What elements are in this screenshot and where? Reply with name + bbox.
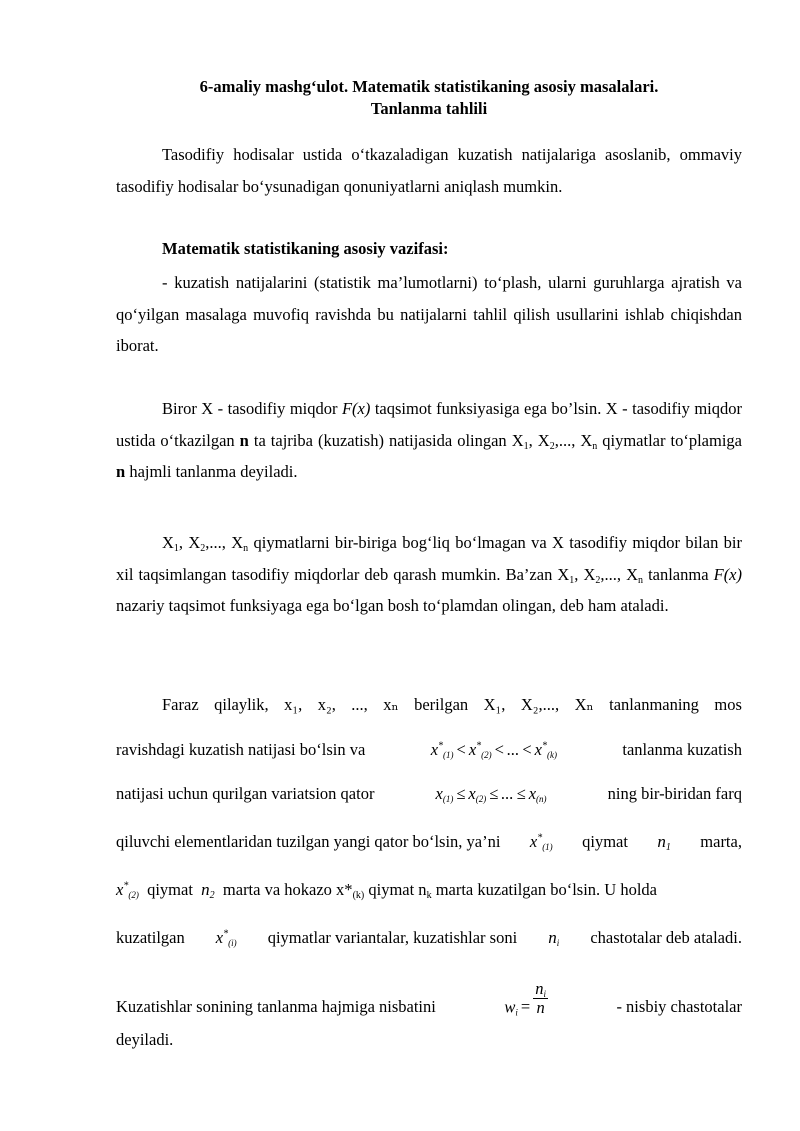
- p5-line-8: deyiladi.: [116, 1030, 174, 1049]
- p5-line-1-word: xₙ: [383, 695, 399, 714]
- p5-line-7: Kuzatishlar sonining tanlanma hajmiga nisbatini $w_i$ = $\frac{n_i}{n}$ - nisbiy chastotalar: [116, 990, 742, 1027]
- relative-frequency-formula: $w_i$ = $\frac{n_i}{n}$: [504, 979, 546, 1018]
- count-n2-formula: $n_2$: [201, 880, 215, 901]
- count-ni-formula: $n_i$: [548, 928, 560, 948]
- p5-line-4: qiluvchi elementlaridan tuzilgan yangi qator bo‘lsin, ya’ni $x^*_{(1)}$ qiymat $n_1$ marta,: [116, 826, 742, 858]
- variant-x1-formula: $x^*_{(1)}$: [529, 832, 553, 852]
- p5-line-1-word: qilaylik,: [214, 695, 269, 714]
- p5-line-1-word: X₁,: [483, 695, 506, 714]
- p5-line-1-word: mos: [714, 695, 742, 714]
- count-n1-formula: $n_1$: [657, 832, 671, 853]
- p5-line-1-word: Faraz: [162, 695, 199, 714]
- section-heading: Matematik statistikaning asosiy vazifasi:: [162, 239, 449, 258]
- p5-line-1-word: X₂,...,: [520, 695, 560, 714]
- paragraph-independence: $X_1$, $X_2$,..., $X_n$ qiymatlarni bir-biriga bog‘liq bo‘lmagan va X tasodifiy miqdor bilan bir xil taqsimlangan tasodifiy miqdorlar deb qarash mumkin. Ba’zan $X_1$, $X_2$,..., $X_n$ tanlanma F(x) nazariy taqsimot funksiyaga ega bo‘lgan bosh to‘plamdan olingan, deb ham ataladi.: [116, 533, 743, 615]
- p5-line-1-word: berilgan: [414, 695, 469, 714]
- ordered-sample-formula: $x^*_{(1)} < x^*_{(2)}$ < ... < $x^*_{(k)}$: [430, 740, 557, 760]
- p5-line-1-word: Xₙ: [574, 695, 594, 714]
- title-line-1: 6-amaliy mashg‘ulot. Matematik statistikaning asosiy masalalari.: [199, 77, 659, 96]
- variant-x2-formula: $x^*_{(2)}$: [116, 880, 139, 900]
- p5-line-3: natijasi uchun qurilgan variatsion qator $x_{(1)} \le x_{(2)}$ ≤ ... ≤ $x_{(n)}$ ning bir-biridan farq: [116, 778, 742, 810]
- p5-line-5: $x^*_{(2)}$ qiymat $n_2$ marta va hokazo $x*_{(k)}$ qiymat $n_k$ marta kuzatilgan bo‘lsin. U holda: [116, 880, 658, 901]
- p5-line-1-word: tanlanmaning: [609, 695, 699, 714]
- p5-line-1: [162, 689, 742, 721]
- variant-xi-formula: $x^*_{(i)}$: [215, 928, 237, 948]
- page-title: [116, 76, 742, 120]
- p5-line-6: kuzatilgan $x^*_{(i)}$ qiymatlar variantalar, kuzatishlar soni $n_i$ chastotalar deb ataladi.: [116, 922, 742, 954]
- variation-series-formula: $x_{(1)} \le x_{(2)}$ ≤ ... ≤ $x_{(n)}$: [435, 784, 547, 804]
- title-line-2: Tanlanma tahlili: [370, 99, 488, 118]
- paragraph-sample-definition: Biror X - tasodifiy miqdor F(x) taqsimot funksiyasiga ega bo’lsin. X - tasodifiy miqdor ustida o‘tkazilgan n ta tajriba (kuzatish) natijasida olingan $X_1$, $X_2$,..., $X_n$ qiymatlar to‘plamiga n hajmli tanlanma deyiladi.: [116, 399, 742, 481]
- p5-line-2: ravishdagi kuzatish natijasi bo‘lsin va $x^*_{(1)} < x^*_{(2)}$ < ... < $x^*_{(k)}$ tanlanma kuzatish: [116, 734, 742, 766]
- p5-line-1-word: x₁,: [284, 695, 303, 714]
- p5-line-1-word: x₂,: [317, 695, 336, 714]
- p5-line-1-word: ...,: [351, 695, 368, 714]
- paragraph-intro: Tasodifiy hodisalar ustida o‘tkazaladigan kuzatish natijalariga asoslanib, ommaviy tasodifiy hodisalar bo‘ysunadigan qonuniyatlarni aniqlash mumkin.: [116, 145, 742, 196]
- paragraph-tasks: - kuzatish natijalarini (statistik ma’lumotlarni) to‘plash, ularni guruhlarga ajratish va qo‘yilgan masalaga muvofiq ravishda bu natijalarni tahlil qilish usullarini ishlab chiqishdan iborat.: [116, 273, 742, 355]
